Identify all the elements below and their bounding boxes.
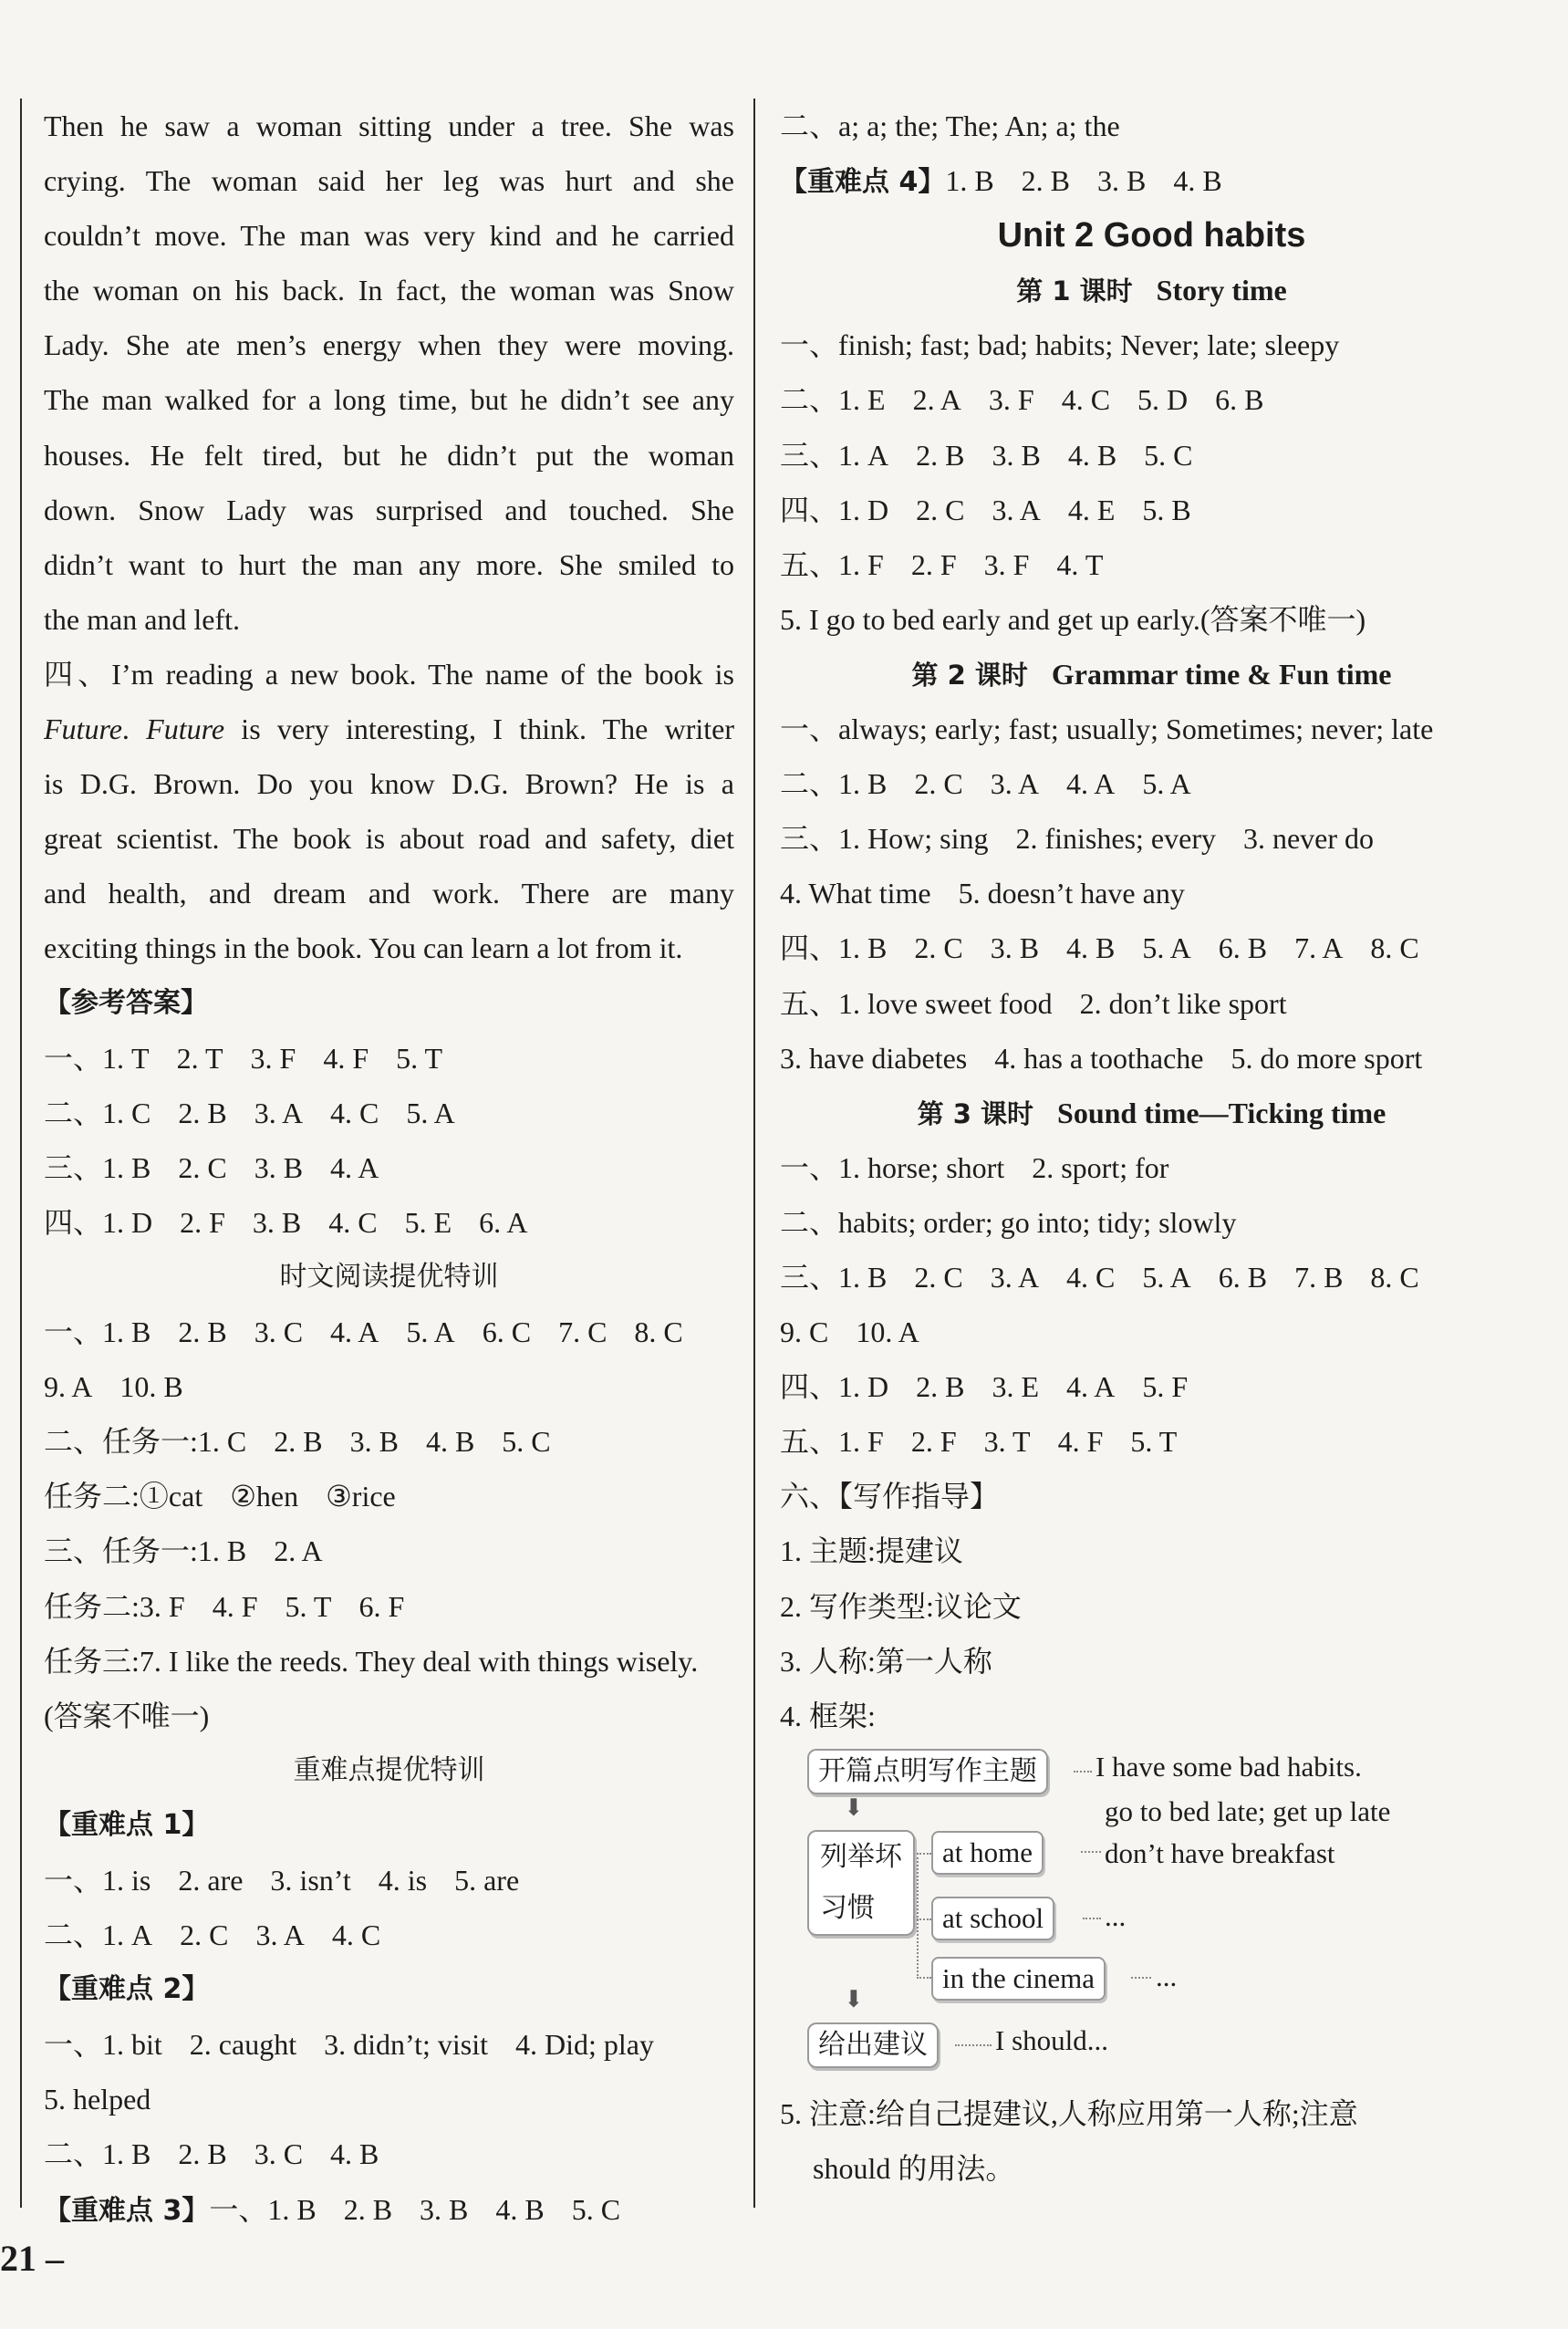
answer-item: 3. A bbox=[254, 1096, 304, 1129]
answer-item: 2. T bbox=[176, 1041, 223, 1075]
section-title-reading: 时文阅读提优特训 bbox=[279, 1260, 499, 1293]
task-three: 任务三:7. I like the reeds. They deal with things wisely. bbox=[44, 1644, 699, 1678]
answer-row bbox=[209, 2193, 620, 2226]
passage-line: houses. He felt tired, but he didn’t put the woman bbox=[44, 438, 734, 472]
writing-framework-diagram-advice bbox=[780, 1985, 1523, 2086]
answer-item: habits; order; go into; tidy; slowly bbox=[838, 1205, 1237, 1239]
answer-row-label: 二、 bbox=[780, 767, 839, 801]
answer-item: 8. C bbox=[634, 1315, 683, 1349]
answer-item: 2. C bbox=[178, 1150, 227, 1184]
passage-four-last-line: exciting things in the book. You can learn a lot from it. bbox=[44, 931, 683, 965]
answer-row-label: 三、 bbox=[780, 438, 839, 472]
answer-row bbox=[780, 1250, 1523, 1305]
answer-item: 3. B bbox=[349, 1425, 399, 1459]
book-title: Future bbox=[146, 712, 225, 746]
answer-item: 5. A bbox=[406, 1096, 455, 1129]
answer-row bbox=[780, 1140, 1523, 1195]
answer-row bbox=[780, 920, 1523, 975]
box-list-line-1: 列举坏 bbox=[820, 1840, 902, 1873]
answer-item: ①cat bbox=[139, 1480, 203, 1513]
answer-row-label: 一、 bbox=[44, 1315, 103, 1349]
answer-row bbox=[780, 756, 1523, 811]
answer-row bbox=[780, 976, 1523, 1031]
answer-row bbox=[44, 2017, 734, 2072]
answer-item: ③rice bbox=[326, 1480, 396, 1513]
answer-row-label: 二、 bbox=[44, 1918, 103, 1952]
open-theme-text: I have some bad habits. bbox=[1096, 1750, 1362, 1783]
guide-line: 2. 写作类型:议论文 bbox=[780, 1589, 1022, 1623]
passage-line: Lady. She ate men’s energy when they were moving. bbox=[44, 328, 734, 362]
answer-item: 3. A bbox=[255, 1918, 305, 1952]
answer-item: 4. is bbox=[378, 1864, 428, 1897]
answer-item: 1. B bbox=[267, 2192, 317, 2226]
answer-row-label: 四、 bbox=[44, 1205, 103, 1239]
column-divider bbox=[753, 99, 755, 2208]
right-column bbox=[780, 99, 1523, 2196]
answer-row bbox=[44, 1305, 734, 1359]
answer-item: 3. C bbox=[254, 2137, 304, 2171]
writing-framework-diagram bbox=[780, 1743, 1523, 2017]
guide-line: 1. 主题:提建议 bbox=[780, 1534, 963, 1568]
answer-row bbox=[780, 1414, 1523, 1469]
answer-item: 5. C bbox=[571, 2192, 621, 2226]
answer-row bbox=[44, 1908, 734, 1962]
answer-item: 4. B bbox=[330, 2137, 379, 2171]
answer-item: 1. A bbox=[838, 438, 889, 472]
book-title: Future bbox=[44, 712, 122, 746]
answer-item: 1. horse; short bbox=[838, 1150, 1005, 1184]
answer-item: 3. B bbox=[252, 1205, 302, 1239]
answer-item: 2. F bbox=[180, 1205, 225, 1239]
answer-row-label: 一、 bbox=[780, 712, 839, 746]
answer-item: 7. C bbox=[558, 1315, 607, 1349]
answer-row bbox=[44, 1140, 734, 1195]
answer-item: 1. B bbox=[102, 2137, 151, 2171]
box-in-cinema: in the cinema bbox=[931, 1957, 1106, 2001]
answer-row-label: 一、 bbox=[209, 2192, 268, 2226]
answer-item: 1. How; sing bbox=[838, 822, 989, 856]
answer-item: 4. What time bbox=[780, 877, 931, 910]
answer-item: 1. B bbox=[945, 164, 994, 198]
story-passage bbox=[44, 99, 734, 592]
answer-item: 5. A bbox=[1142, 767, 1191, 801]
unit-title: Unit 2 Good habits bbox=[997, 216, 1306, 255]
answer-row-label: 一、 bbox=[44, 1864, 103, 1897]
answer-item: 4. A bbox=[330, 1315, 379, 1349]
passage-line: Then he saw a woman sitting under a tree. She was bbox=[44, 109, 734, 142]
answer-item: 2. finishes; every bbox=[1015, 822, 1216, 856]
lesson-1-extra: 5. I go to bed early and get up early.(答案不唯一) bbox=[780, 602, 1366, 636]
answer-item: 7. B bbox=[1294, 1260, 1344, 1294]
left-margin-rule bbox=[20, 99, 22, 2208]
answer-item: 2. C bbox=[914, 931, 963, 965]
box-at-home: at home bbox=[931, 1831, 1044, 1875]
answer-item: 2. C bbox=[914, 767, 963, 801]
answer-item: 3. A bbox=[990, 767, 1040, 801]
key-point-1-answers bbox=[44, 1853, 734, 1962]
connector bbox=[1131, 1977, 1151, 1979]
reading-answers bbox=[44, 1305, 734, 1634]
key-point-3-title: 【重难点 3】 bbox=[44, 2194, 210, 2227]
answer-item: 5. T bbox=[1130, 1425, 1178, 1459]
answer-row bbox=[780, 537, 1523, 592]
writing-guide-title: 六、【写作指导】 bbox=[780, 1480, 1000, 1513]
answer-row bbox=[44, 1086, 734, 1140]
answer-item: 5. C bbox=[502, 1425, 551, 1459]
answer-item: 4. A bbox=[1066, 767, 1116, 801]
punct: . bbox=[121, 712, 147, 746]
answer-row bbox=[780, 1195, 1523, 1250]
answer-item: 3. B bbox=[420, 2192, 469, 2226]
passage-line: and health, and dream and work. There are many bbox=[44, 877, 734, 910]
answer-item: 3. isn’t bbox=[270, 1864, 351, 1897]
answer-item: 1. D bbox=[838, 1370, 889, 1404]
lesson-2-en: Grammar time & Fun time bbox=[1051, 657, 1392, 691]
answer-item: 2. B bbox=[916, 1370, 965, 1404]
answer-item: 4. C bbox=[1061, 383, 1111, 417]
answer-item: 5. A bbox=[1142, 1260, 1191, 1294]
answer-item: 3. B bbox=[990, 931, 1040, 965]
answer-item: 1. bit bbox=[102, 2028, 162, 2062]
answer-item: 9. A bbox=[44, 1370, 93, 1404]
answer-row bbox=[44, 1414, 734, 1469]
answer-row-label: 四、 bbox=[780, 493, 839, 526]
answer-item: 1. B bbox=[197, 1534, 247, 1568]
answer-item: 1. F bbox=[838, 547, 884, 581]
answer-item: 5. A bbox=[1142, 931, 1191, 965]
answer-row bbox=[780, 428, 1523, 483]
answer-item: 2. F bbox=[910, 547, 957, 581]
answer-item: 3. A bbox=[990, 1260, 1040, 1294]
key-point-1-title: 【重难点 1】 bbox=[44, 1808, 210, 1841]
answer-item: 4. E bbox=[1067, 493, 1116, 526]
answer-item: 2. C bbox=[916, 493, 965, 526]
answer-row bbox=[44, 2072, 734, 2126]
answer-item: ②hen bbox=[230, 1480, 299, 1513]
answer-row-label: 五、 bbox=[780, 986, 839, 1020]
answer-row bbox=[780, 1031, 1523, 1086]
answer-item: 6. B bbox=[1218, 931, 1268, 965]
answer-item: 2. B bbox=[178, 1315, 227, 1349]
answer-row bbox=[44, 1579, 734, 1634]
answer-item: 1. B bbox=[838, 931, 888, 965]
answer-item: 2. B bbox=[343, 2192, 393, 2226]
answer-row-label: 一、 bbox=[44, 1041, 103, 1075]
answer-row bbox=[44, 2126, 734, 2181]
answer-row bbox=[44, 1853, 734, 1908]
answer-row-label: 四、 bbox=[780, 1370, 839, 1404]
answer-item: 4. has a toothache bbox=[994, 1041, 1204, 1075]
lesson-3-cn: 第 3 课时 bbox=[917, 1097, 1034, 1129]
box-open-theme: 开篇点明写作主题 bbox=[807, 1749, 1048, 1794]
answer-row bbox=[44, 1523, 734, 1578]
answer-item: 1. E bbox=[838, 383, 886, 417]
answer-item: 1. B bbox=[838, 1260, 888, 1294]
answer-item: 7. A bbox=[1294, 931, 1344, 965]
story-passage-last-line: the man and left. bbox=[44, 602, 241, 636]
answer-item: 4. B bbox=[425, 1425, 475, 1459]
lesson-3-title bbox=[780, 1086, 1523, 1140]
answer-item: 4. B bbox=[1066, 931, 1116, 965]
school-text: ... bbox=[1105, 1899, 1127, 1932]
passage-line: is D.G. Brown. Do you know D.G. Brown? He is a bbox=[44, 767, 734, 801]
answer-item: 2. B bbox=[916, 438, 965, 472]
left-column bbox=[44, 99, 734, 2237]
answer-item: 4. C bbox=[330, 1096, 379, 1129]
answer-item: 2. B bbox=[274, 1425, 323, 1459]
passage-line: didn’t want to hurt the man any more. She smiled to bbox=[44, 547, 734, 581]
lesson-3-en: Sound time—Ticking time bbox=[1057, 1096, 1386, 1129]
connector bbox=[1083, 1918, 1101, 1919]
answer-item: 8. C bbox=[1370, 1260, 1419, 1294]
advice-text: I should... bbox=[995, 2023, 1108, 2056]
answer-item: 10. B bbox=[119, 1370, 183, 1404]
answer-row bbox=[780, 483, 1523, 537]
section-title-key-points: 重难点提优特训 bbox=[293, 1753, 485, 1786]
answer-row-label: 二、 bbox=[780, 383, 839, 417]
answer-item: 5. T bbox=[285, 1589, 332, 1623]
answer-item: 4. B bbox=[1173, 164, 1222, 198]
answer-row bbox=[780, 811, 1523, 866]
answer-item: 1. C bbox=[102, 1096, 151, 1129]
answer-item: 2. B bbox=[178, 1096, 227, 1129]
answer-item: 5. D bbox=[1137, 383, 1189, 417]
task-three-note: (答案不唯一) bbox=[44, 1699, 210, 1732]
answer-item: 4. C bbox=[328, 1205, 378, 1239]
answer-row bbox=[945, 164, 1221, 197]
answer-item: 5. B bbox=[1142, 493, 1191, 526]
answer-item: 1. T bbox=[102, 1041, 150, 1075]
guide-line: 3. 人称:第一人称 bbox=[780, 1644, 992, 1678]
connector bbox=[1081, 1851, 1101, 1853]
answer-row-label: 二、任务一: bbox=[44, 1425, 198, 1459]
connector bbox=[1074, 1771, 1092, 1773]
connector bbox=[917, 1977, 931, 1979]
answer-item: 3. B bbox=[992, 438, 1041, 472]
answer-item: 3. never do bbox=[1242, 822, 1375, 856]
answer-item: 4. A bbox=[330, 1150, 379, 1184]
answer-item: 2. A bbox=[912, 383, 961, 417]
answer-item: 6. A bbox=[479, 1205, 528, 1239]
answer-item: 5. helped bbox=[44, 2083, 151, 2116]
answer-item: 3. F bbox=[983, 547, 1030, 581]
passage-line: down. Snow Lady was surprised and touched. She bbox=[44, 493, 734, 526]
answer-row-label: 五、 bbox=[780, 1425, 839, 1459]
answer-row-label: 一、 bbox=[780, 1150, 839, 1184]
answer-item: 4. B bbox=[1067, 438, 1117, 472]
home-text-line-1: go to bed late; get up late bbox=[1105, 1794, 1391, 1827]
answer-item: 4. Did; play bbox=[514, 2028, 654, 2062]
answer-row-label: 四、 bbox=[780, 931, 839, 965]
ref-answer-title: 【参考答案】 bbox=[44, 986, 208, 1019]
lesson-1-en: Story time bbox=[1156, 274, 1287, 307]
answer-row bbox=[44, 1195, 734, 1250]
answer-item: 2. are bbox=[178, 1864, 244, 1897]
key-point-3-answers bbox=[209, 2193, 620, 2226]
answer-item: 5. F bbox=[1142, 1370, 1189, 1404]
answer-row-label: 三、任务一: bbox=[44, 1534, 198, 1568]
answer-item: 2. A bbox=[274, 1534, 323, 1568]
passage-four-line-1: 四、I’m reading a new book. The name of the book is bbox=[44, 657, 734, 691]
answer-item: 5. T bbox=[396, 1041, 443, 1075]
answer-row-label: 三、 bbox=[780, 1260, 839, 1294]
passage-line: couldn’t move. The man was very kind and he carried bbox=[44, 219, 734, 253]
answer-row bbox=[780, 1305, 1523, 1359]
connector bbox=[917, 1853, 919, 1976]
answer-item: 6. B bbox=[1218, 1260, 1268, 1294]
answer-item: 1. B bbox=[838, 767, 888, 801]
box-at-school: at school bbox=[931, 1897, 1054, 1940]
answer-item: 2. sport; for bbox=[1032, 1150, 1169, 1184]
key-point-2-title: 【重难点 2】 bbox=[44, 1973, 210, 2006]
passage-line: great scientist. The book is about road and safety, diet bbox=[44, 822, 734, 856]
answer-row bbox=[780, 372, 1523, 427]
answer-row bbox=[44, 1359, 734, 1414]
answer-item: 1. A bbox=[102, 1918, 153, 1952]
cinema-text: ... bbox=[1156, 1960, 1178, 1992]
lesson-1-answers bbox=[780, 317, 1523, 591]
answer-row-label: 任务二: bbox=[44, 1480, 140, 1513]
answer-item: 8. C bbox=[1370, 931, 1419, 965]
answer-item: 5. do more sport bbox=[1231, 1041, 1423, 1075]
writing-guide bbox=[780, 1523, 1523, 1742]
answer-item: 3. A bbox=[992, 493, 1041, 526]
answer-item: 4. F bbox=[212, 1589, 258, 1623]
answer-item: 4. F bbox=[1057, 1425, 1104, 1459]
answer-item: 3. C bbox=[254, 1315, 304, 1349]
answer-item: 5. doesn’t have any bbox=[958, 877, 1185, 910]
answer-row bbox=[780, 1359, 1523, 1414]
answer-item: 1. F bbox=[838, 1425, 884, 1459]
answer-item: 1. D bbox=[838, 493, 889, 526]
answer-item: 1. B bbox=[102, 1315, 151, 1349]
answer-item: 2. C bbox=[180, 1918, 229, 1952]
answer-row-label: 二、 bbox=[44, 2137, 103, 2171]
note-line-1: 5. 注意:给自己提建议,人称应用第一人称;注意 bbox=[780, 2096, 1358, 2130]
answer-item: 3. F bbox=[250, 1041, 296, 1075]
answer-row bbox=[44, 1469, 734, 1523]
answer-item: 1. love sweet food bbox=[838, 986, 1053, 1020]
answer-row-label: 任务二: bbox=[44, 1589, 140, 1623]
page-number: 21 – bbox=[0, 2238, 64, 2279]
answer-item: 2. caught bbox=[189, 2028, 297, 2062]
note-line-2: should 的用法。 bbox=[813, 2151, 1015, 2185]
connector bbox=[917, 1853, 931, 1855]
answer-row-label: 二、 bbox=[44, 1096, 103, 1129]
lesson-3-answers bbox=[780, 1140, 1523, 1470]
box-list-line-2: 习惯 bbox=[820, 1891, 875, 1924]
passage-text: is very interesting, I think. The writer bbox=[224, 712, 734, 746]
box-advice: 给出建议 bbox=[807, 2022, 939, 2068]
key-point-3-row bbox=[44, 2182, 734, 2237]
answer-item: 5. E bbox=[404, 1205, 452, 1239]
answer-row-label: 五、 bbox=[780, 547, 839, 581]
answer-item: 4. F bbox=[323, 1041, 369, 1075]
lesson-2-title bbox=[780, 647, 1523, 702]
answer-item: 5. A bbox=[406, 1315, 455, 1349]
answer-row bbox=[780, 317, 1523, 372]
answer-item: 3. B bbox=[1097, 164, 1147, 198]
answer-item: 1. C bbox=[197, 1425, 247, 1459]
ref-answers bbox=[44, 1031, 734, 1250]
answer-row bbox=[780, 866, 1523, 920]
answer-item: 4. C bbox=[331, 1918, 381, 1952]
lesson-1-title bbox=[780, 263, 1523, 317]
box-list-habits bbox=[807, 1830, 915, 1936]
answer-row-label: 三、 bbox=[780, 822, 839, 856]
answer-item: 4. C bbox=[1066, 1260, 1116, 1294]
passage-line: The man walked for a long time, but he didn’t see any bbox=[44, 383, 734, 417]
arrow-down-icon: ⬇ bbox=[844, 1794, 864, 1821]
lesson-1-cn: 第 1 课时 bbox=[1016, 276, 1133, 307]
key-point-4-title: 【重难点 4】 bbox=[780, 166, 946, 199]
answer-item: 2. F bbox=[910, 1425, 957, 1459]
answer-row-label: 三、 bbox=[44, 1150, 103, 1184]
answer-item: 10. A bbox=[856, 1315, 919, 1349]
answer-item: 4. T bbox=[1056, 547, 1104, 581]
answer-item: 2. C bbox=[914, 1260, 963, 1294]
answer-item: 2. B bbox=[1021, 164, 1071, 198]
answer-item: 3. didn’t; visit bbox=[324, 2028, 488, 2062]
answer-item: 1. is bbox=[102, 1864, 151, 1897]
answer-item: 3. T bbox=[983, 1425, 1031, 1459]
answer-item: 2. B bbox=[178, 2137, 227, 2171]
answer-item: 3. E bbox=[992, 1370, 1040, 1404]
answer-item: 1. D bbox=[102, 1205, 153, 1239]
answer-row-label: 一、 bbox=[44, 2028, 103, 2062]
answer-item: 3. have diabetes bbox=[780, 1041, 968, 1075]
connector bbox=[917, 1918, 931, 1920]
arrow-down-icon: ⬇ bbox=[844, 1985, 864, 2012]
answer-item: 6. B bbox=[1215, 383, 1264, 417]
answer-item: 5. are bbox=[454, 1864, 520, 1897]
answer-item: 4. A bbox=[1066, 1370, 1116, 1404]
lesson-2-cn: 第 2 课时 bbox=[911, 659, 1028, 691]
answer-item: 6. F bbox=[358, 1589, 405, 1623]
home-text-line-2: don’t have breakfast bbox=[1105, 1836, 1335, 1869]
answer-item: finish; fast; bad; habits; Never; late; sleepy bbox=[838, 328, 1340, 362]
passage-line: crying. The woman said her leg was hurt and she bbox=[44, 164, 734, 198]
answer-row-label: 一、 bbox=[780, 328, 839, 362]
answer-row bbox=[44, 1031, 734, 1086]
key-point-4-row bbox=[780, 153, 1523, 208]
connector bbox=[955, 2044, 992, 2046]
answer-item: 3. F bbox=[139, 1589, 185, 1623]
lesson-2-answers bbox=[780, 702, 1523, 1086]
home-text bbox=[1105, 1791, 1390, 1875]
key-point-4-answers bbox=[945, 164, 1221, 197]
answer-item: 3. F bbox=[988, 383, 1034, 417]
answer-item: 3. B bbox=[254, 1150, 304, 1184]
answer-row bbox=[780, 702, 1523, 756]
answer-row-label: 二、 bbox=[780, 1205, 839, 1239]
key-point-2-answers bbox=[44, 2017, 734, 2181]
answer-item: 4. B bbox=[495, 2192, 545, 2226]
passage-line: the woman on his back. In fact, the woman was Snow bbox=[44, 274, 734, 307]
passage-four-line-2 bbox=[44, 702, 734, 756]
answer-item: always; early; fast; usually; Sometimes; never; late bbox=[838, 712, 1434, 746]
answer-item: 5. C bbox=[1144, 438, 1193, 472]
answer-item: 1. B bbox=[102, 1150, 151, 1184]
answer-item: 2. don’t like sport bbox=[1079, 986, 1287, 1020]
answer-item: 6. C bbox=[482, 1315, 532, 1349]
key-point-3-part-two: 二、a; a; the; The; An; a; the bbox=[780, 109, 1120, 142]
answer-item: 9. C bbox=[780, 1315, 829, 1349]
passage-four-body bbox=[44, 756, 734, 920]
guide-line: 4. 框架: bbox=[780, 1699, 876, 1732]
